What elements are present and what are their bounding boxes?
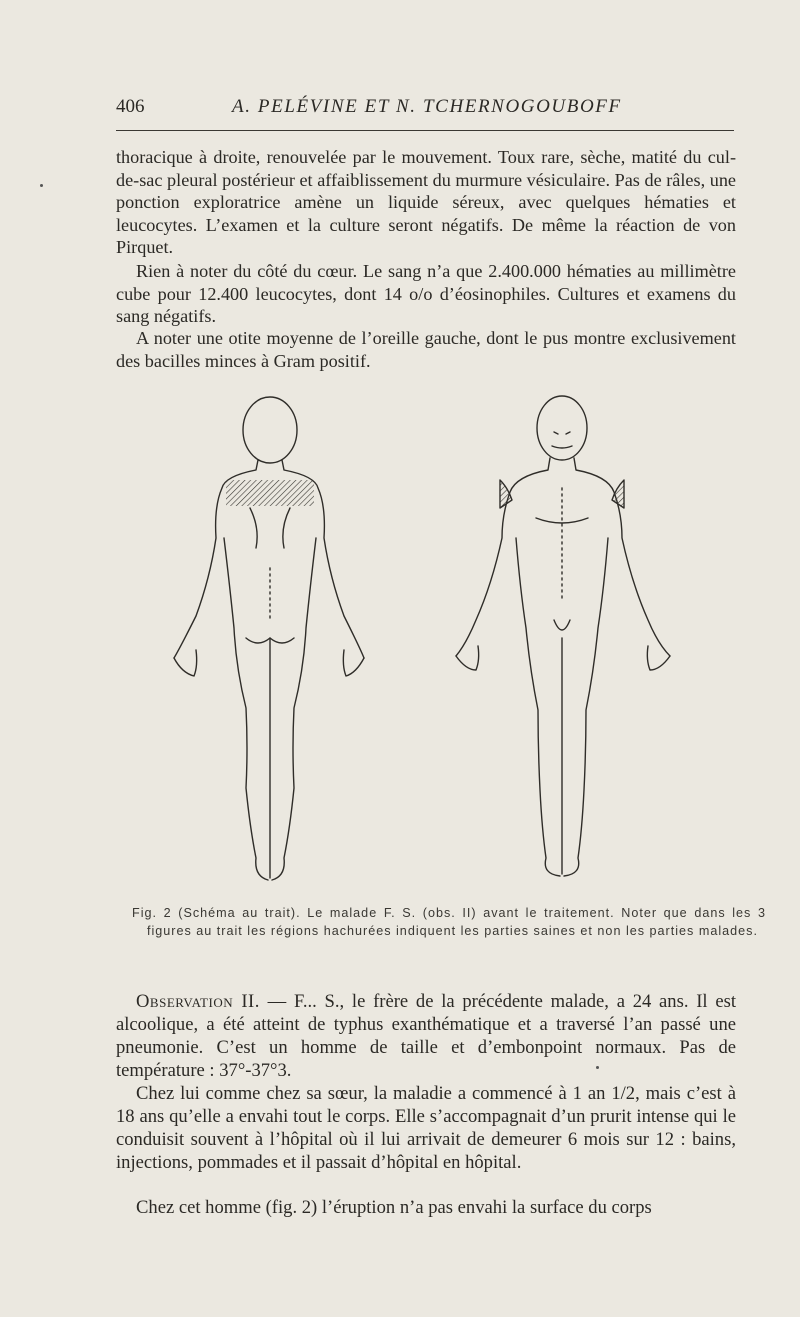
front-view-figure — [456, 396, 670, 876]
print-speck — [40, 184, 43, 187]
observation-text: — F... S., le frère de la précédente malade, a 24 ans. Il est alcoolique, a été atteint de typhus exanthématique et a traversé l’an passé une pneumonie. C’est un homme de taille et d’embonpoint normaux. Pas de température : 37°-37°3. — [116, 991, 736, 1081]
print-speck — [596, 1066, 599, 1069]
page-number: 406 — [116, 96, 145, 117]
back-view-figure — [174, 397, 364, 880]
paragraph-blood: Rien à noter du côté du cœur. Le sang n’a que 2.400.000 hématies au millimètre cube pour 12.400 leucocytes, dont 14 o/o d’éosinophiles. Cultures et examens du sang négatifs. — [116, 261, 736, 327]
paragraph-eruption: Chez cet homme (fig. 2) l’éruption n’a pas envahi la surface du corps — [136, 1197, 652, 1218]
paragraph-observation-ii — [116, 990, 736, 1082]
paragraph-thorax: thoracique à droite, renouvelée par le mouvement. Toux rare, sèche, matité du cul-de-sac pleural postérieur et affaiblissement du murmure vésiculaire. Pas de râles, une ponction exploratrice amène un liquide séreux, avec quelques hématies et leucocytes. L’examen et la culture seront négatifs. De même la réaction de von Pirquet. — [116, 147, 736, 258]
figure-caption: Fig. 2 (Schéma au trait). Le malade F. S. (obs. II) avant le traitement. Noter que dans les 3 figures au trait les régions hachurées indiquent les parties saines et non les parties malades. — [132, 906, 766, 939]
paragraph-history: Chez lui comme chez sa sœur, la maladie a commencé à 1 an 1/2, mais c’est à 18 ans qu’elle a envahi tout le corps. Elle s’accompagnait d’un prurit intense qui le conduisit souvent à l’hôpital où il lui arrivait de demeurer 6 mois sur 12 : bains, injections, pommades et il passait d’hôpital en hôpital. — [116, 1083, 736, 1173]
figure-body-schema — [150, 388, 690, 893]
running-head: A. PELÉVINE ET N. TCHERNOGOUBOFF — [232, 96, 622, 117]
observation-label: Observation II. — [136, 991, 260, 1012]
paragraph-otitis: A noter une otite moyenne de l’oreille gauche, dont le pus montre exclusivement des bacilles minces à Gram positif. — [116, 328, 736, 371]
body-outline-diagram — [150, 388, 690, 893]
page-header — [116, 94, 734, 131]
